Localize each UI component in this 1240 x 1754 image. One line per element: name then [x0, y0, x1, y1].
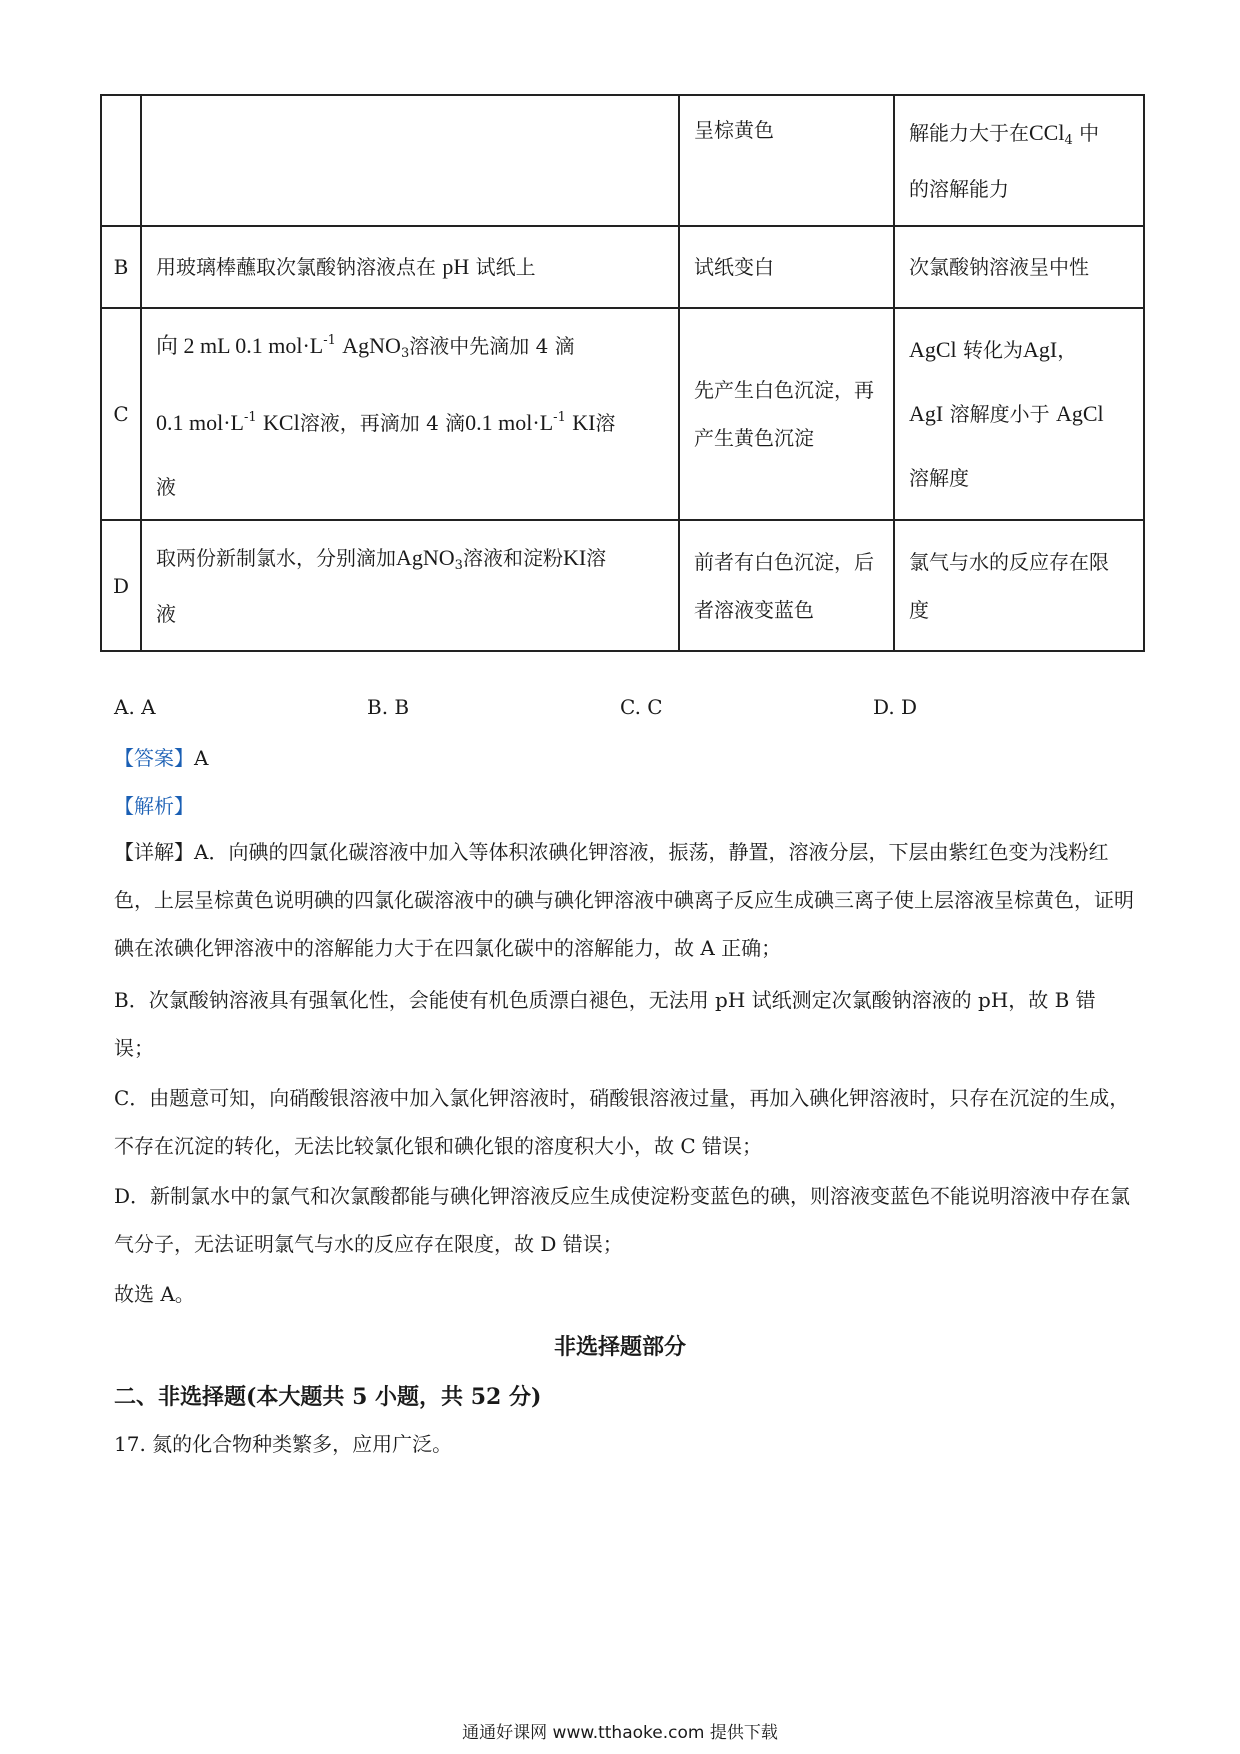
- answer-value: A: [194, 746, 209, 770]
- row-d-experiment: [141, 520, 679, 651]
- row-d-result: [679, 520, 894, 651]
- row-c-experiment-line3: 液: [156, 475, 176, 499]
- row-c-result-line2: 产生黄色沉淀: [694, 426, 814, 450]
- table-row-a: [101, 95, 1144, 226]
- text-span: 0.1 mol·L: [465, 410, 554, 435]
- row-a-conclusion-line1: [909, 109, 1129, 165]
- table-row-d: [101, 520, 1144, 651]
- row-d-conclusion: [894, 520, 1144, 651]
- experiment-table: [100, 94, 1145, 652]
- agno3-formula: AgNO: [342, 333, 401, 358]
- subscript: 3: [454, 557, 463, 573]
- answer-options: [114, 695, 1114, 725]
- ph-term: pH: [442, 254, 470, 279]
- row-c-experiment-line1: [156, 309, 664, 386]
- agno3-formula: AgNO: [396, 544, 455, 570]
- row-d-result-line2: 者溶液变蓝色: [694, 597, 814, 622]
- row-c-conclusion: [894, 308, 1144, 520]
- row-c-experiment-line2: [156, 386, 664, 455]
- text-span: 向 2 mL 0.1 mol·L: [156, 333, 324, 358]
- row-c-result: [679, 308, 894, 520]
- text-span: 溶解度小于: [949, 402, 1050, 426]
- text-span: 取两份新制氯水，分别滴加: [156, 545, 396, 570]
- row-a-conclusion-text: 解能力大于在: [909, 120, 1029, 145]
- text-span: 转化为: [963, 338, 1024, 362]
- row-c-conclusion-line1: [909, 318, 1129, 382]
- analysis-line: [114, 790, 194, 819]
- row-d-result-line1: 前者有白色沉淀，后: [694, 549, 874, 574]
- detail-paragraph-a: [114, 828, 1134, 972]
- superscript: -1: [553, 410, 566, 425]
- row-b-conclusion: 次氯酸钠溶液呈中性: [894, 226, 1144, 308]
- option-c: C. C: [620, 695, 663, 719]
- row-a-result-cell: [679, 95, 894, 226]
- text-span: 溶液和淀粉: [462, 545, 563, 570]
- agcl-formula: AgCl: [909, 337, 957, 362]
- row-d-conclusion-line1: 氯气与水的反应存在限: [909, 549, 1109, 574]
- agcl-formula: AgCl: [1055, 401, 1104, 426]
- answer-label: 【答案】: [114, 746, 194, 770]
- row-d-conclusion-line2: 度: [909, 597, 929, 622]
- question-17: 17. 氮的化合物种类繁多，应用广泛。: [114, 1432, 453, 1456]
- row-d-label: D: [101, 520, 141, 651]
- row-b-experiment: [141, 226, 679, 308]
- row-c-conclusion-line3: 溶解度: [909, 466, 969, 490]
- detail-conclusion: 故选 A。: [114, 1282, 195, 1306]
- row-a-conclusion-suffix: 中: [1079, 120, 1100, 145]
- row-a-label-cell: [101, 95, 141, 226]
- superscript: -1: [244, 410, 257, 425]
- subscript: 3: [400, 346, 410, 361]
- detail-paragraph-c: C．由题意可知，向硝酸银溶液中加入氯化钾溶液时，硝酸银溶液过量，再加入碘化钾溶液时，只存在沉淀的生成，不存在沉淀的转化，无法比较氯化银和碘化银的溶度积大小，故 C 错误；: [114, 1086, 1130, 1158]
- text-span: 溶: [586, 545, 607, 570]
- row-d-experiment-line2: 液: [156, 601, 176, 626]
- row-b-label: B: [101, 226, 141, 308]
- text-span: 溶液，再滴加 4 滴: [299, 411, 466, 435]
- option-a: A. A: [114, 695, 156, 719]
- ccl4-formula: CCl: [1029, 119, 1065, 145]
- row-b-experiment-text: 用玻璃棒蘸取次氯酸钠溶液点在: [156, 255, 436, 279]
- table-row-c: [101, 308, 1144, 520]
- table-row-b: [101, 226, 1144, 308]
- row-b-result: 试纸变白: [679, 226, 894, 308]
- text-span: 0.1 mol·L: [156, 410, 244, 435]
- text-span: 溶: [595, 411, 616, 435]
- detail-paragraph-d: D．新制氯水中的氯气和次氯酸都能与碘化钾溶液反应生成使淀粉变蓝色的碘，则溶液变蓝色不能说明溶液中存在氯气分子，无法证明氯气与水的反应存在限度，故 D 错误；: [114, 1184, 1131, 1256]
- text-span: 溶液中先滴加 4 滴: [409, 334, 575, 358]
- answer-line: [114, 742, 208, 771]
- part-title: 二、非选择题(本大题共 5 小题，共 52 分): [114, 1384, 542, 1410]
- ki-formula: KI: [572, 410, 596, 435]
- formula-subscript: 4: [1064, 132, 1073, 148]
- section-title: 非选择题部分: [553, 1334, 686, 1360]
- ki-formula: KI: [562, 544, 587, 570]
- row-a-result: 呈棕黄色: [694, 118, 774, 142]
- detail-a-text: A．向碘的四氯化碳溶液中加入等体积浓碘化钾溶液，振荡，静置，溶液分层，下层由紫红色变为浅粉红色，上层呈棕黄色说明碘的四氯化碳溶液中的碘与碘化钾溶液中碘离子反应生成碘三离子使上层溶液呈棕黄色，证明碘在浓碘化钾溶液中的溶解能力大于在四氯化碳中的溶解能力，故 A 正确；: [114, 840, 1134, 960]
- page-footer: 通通好课网 www.tthaoke.com 提供下载: [462, 1723, 778, 1743]
- agi-formula: AgI: [909, 401, 944, 426]
- row-a-conclusion-line2: 的溶解能力: [909, 176, 1009, 201]
- row-c-label: C: [101, 308, 141, 520]
- analysis-label: 【解析】: [114, 794, 194, 818]
- kcl-formula: KCl: [263, 410, 300, 435]
- row-d-experiment-line1: [156, 534, 664, 590]
- option-b: B. B: [367, 695, 410, 719]
- row-c-experiment: [141, 308, 679, 520]
- superscript: -1: [323, 333, 336, 348]
- row-b-experiment-suffix: 试纸上: [475, 255, 536, 279]
- agi-formula: AgI: [1023, 337, 1058, 362]
- row-c-result-line1: 先产生白色沉淀，再: [694, 378, 874, 402]
- detail-paragraph-b: B．次氯酸钠溶液具有强氧化性，会能使有机色质漂白褪色，无法用 pH 试纸测定次氯酸钠溶液的 pH，故 B 错误；: [114, 988, 1096, 1060]
- detail-label: 【详解】: [114, 840, 194, 864]
- row-a-experiment-cell: [141, 95, 679, 226]
- text-span: ，: [1057, 338, 1078, 362]
- row-a-conclusion-cell: [894, 95, 1144, 226]
- row-c-conclusion-line2: [909, 382, 1129, 446]
- option-d: D. D: [873, 695, 918, 719]
